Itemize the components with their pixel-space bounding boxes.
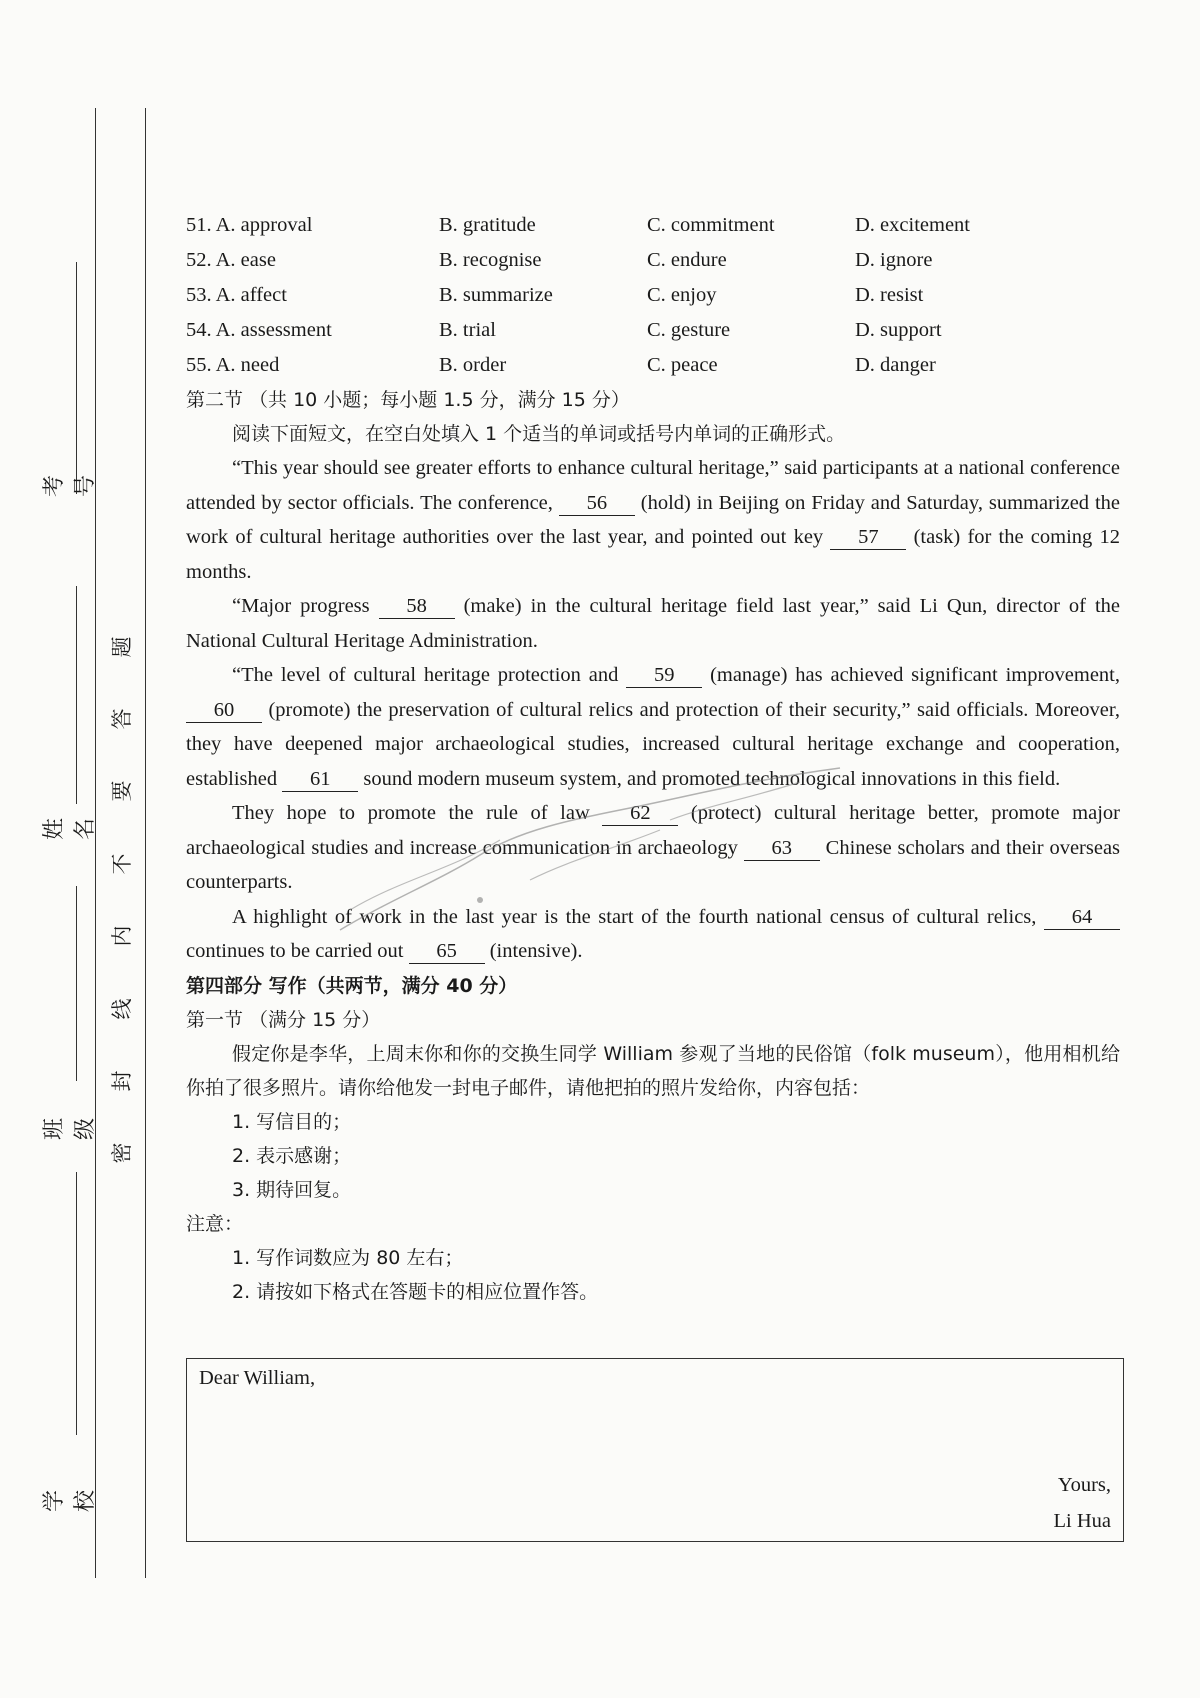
blank-56[interactable]: 56 (559, 491, 635, 516)
blank-64[interactable]: 64 (1044, 905, 1120, 930)
passage-paragraph-1: “This year should see greater efforts to enhance cultural heritage,” said participants at a national conference attended by sector officials. The conference, 56 (hold) in Beijing on Friday and Saturday, summarized the work of cultural heritage authorities over the last year, and pointed out key 57 (task) for the coming 12 months. (186, 457, 1121, 583)
seal-char: 封 (110, 1070, 134, 1092)
question-number: 53. (186, 284, 212, 306)
part4-section1-title: 第一节 （满分 15 分） (186, 1008, 381, 1031)
blank-63[interactable]: 63 (744, 836, 820, 861)
passage-paragraph-4: They hope to promote the rule of law 62 (protect) cultural heritage better, promote major archaeological studies and increase communication in archaeology 63 Chinese scholars and their overseas counterparts. (186, 802, 1121, 893)
question-number: 54. (186, 319, 212, 341)
note-label: 注意： (186, 1212, 244, 1235)
option-d: D. ignore (855, 249, 933, 271)
option-b: B. gratitude (439, 214, 536, 236)
option-a: A. need (215, 354, 280, 376)
option-c: C. enjoy (647, 284, 717, 306)
option-b: B. trial (439, 319, 496, 341)
question-number: 51. (186, 214, 212, 236)
question-row-55 (186, 348, 1120, 383)
passage-paragraph-2: “Major progress 58 (make) in the cultural heritage field last year,” said Li Qun, director of the National Cultural Heritage Administration. (186, 595, 1120, 652)
writing-note: 1. 写作词数应为 80 左右； (232, 1246, 464, 1269)
writing-point: 1. 写信目的； (232, 1110, 352, 1133)
letter-signature: Li Hua (1053, 1510, 1111, 1532)
school-blank (76, 1172, 77, 1435)
question-row-53 (186, 278, 1120, 313)
option-a: A. ease (215, 249, 276, 271)
class-blank (76, 886, 77, 1081)
seal-char: 要 (110, 780, 134, 802)
option-b: B. recognise (439, 249, 542, 271)
name-label: 姓名 (42, 818, 98, 841)
blank-65[interactable]: 65 (409, 939, 485, 964)
blank-58[interactable]: 58 (379, 594, 455, 619)
name-blank (76, 586, 77, 804)
school-label: 学校 (42, 1490, 98, 1513)
blank-60[interactable]: 60 (186, 698, 262, 723)
class-label: 班级 (42, 1118, 98, 1141)
option-c: C. gesture (647, 319, 731, 341)
writing-note: 2. 请按如下格式在答题卡的相应位置作答。 (232, 1280, 599, 1303)
section2-title: 第二节 （共 10 小题；每小题 1.5 分，满分 15 分） (186, 389, 630, 411)
option-c: C. peace (647, 354, 718, 376)
section2-instruction: 阅读下面短文，在空白处填入 1 个适当的单词或括号内单词的正确形式。 (232, 423, 846, 445)
blank-62[interactable]: 62 (602, 801, 678, 826)
question-content (186, 208, 1120, 1309)
option-d: D. danger (855, 354, 936, 376)
passage-paragraph-5: A highlight of work in the last year is the start of the fourth national census of cultural relics, 64 continues to be carried out 65 (intensive). (186, 900, 1120, 969)
writing-point: 2. 表示感谢； (232, 1144, 352, 1167)
option-a: A. approval (215, 214, 313, 236)
exam-number-label: 考号 (42, 475, 98, 498)
question-row-52 (186, 243, 1120, 278)
question-row-54 (186, 313, 1120, 348)
option-b: B. order (439, 354, 507, 376)
option-d: D. support (855, 319, 942, 341)
question-row-51 (186, 208, 1120, 243)
option-d: D. excitement (855, 214, 970, 236)
letter-closing-block (1054, 1467, 1112, 1539)
seal-char: 线 (110, 998, 134, 1020)
blank-57[interactable]: 57 (830, 525, 906, 550)
seal-char: 不 (110, 853, 134, 875)
seal-char: 内 (110, 925, 134, 947)
blank-61[interactable]: 61 (282, 767, 358, 792)
question-number: 55. (186, 354, 212, 376)
option-a: A. assessment (215, 319, 332, 341)
blank-59[interactable]: 59 (626, 663, 702, 688)
part4-title: 第四部分 写作（共两节，满分 40 分） (186, 974, 518, 997)
seal-char: 密 (110, 1142, 134, 1164)
option-c: C. endure (647, 249, 727, 271)
writing-point: 3. 期待回复。 (232, 1178, 352, 1201)
option-a: A. affect (215, 284, 287, 306)
passage-paragraph-3: “The level of cultural heritage protection and 59 (manage) has achieved significant improvement, 60 (promote) the preservation of cultural relics and protection of their security,” said officials. Moreover, they have deepened major archaeological studies, increased cultural heritage exchange and cooperation, established 61 sound modern museum system, and promoted technological innovations in this field. (186, 664, 1121, 790)
option-c: C. commitment (647, 214, 775, 236)
exam-number-blank (76, 262, 77, 494)
letter-answer-box[interactable] (186, 1358, 1124, 1542)
question-number: 52. (186, 249, 212, 271)
binding-line-inner (145, 108, 146, 1578)
option-b: B. summarize (439, 284, 553, 306)
letter-closing: Yours, (1057, 1474, 1111, 1496)
seal-char: 题 (110, 636, 134, 658)
writing-prompt: 假定你是李华，上周末你和你的交换生同学 William 参观了当地的民俗馆（folk museum），他用相机给你拍了很多照片。请你给他发一封电子邮件，请他把拍的照片发给你，内容包括： (186, 1042, 1120, 1099)
seal-char: 答 (110, 708, 134, 730)
option-d: D. resist (855, 284, 924, 306)
letter-greeting: Dear William, (199, 1367, 316, 1389)
